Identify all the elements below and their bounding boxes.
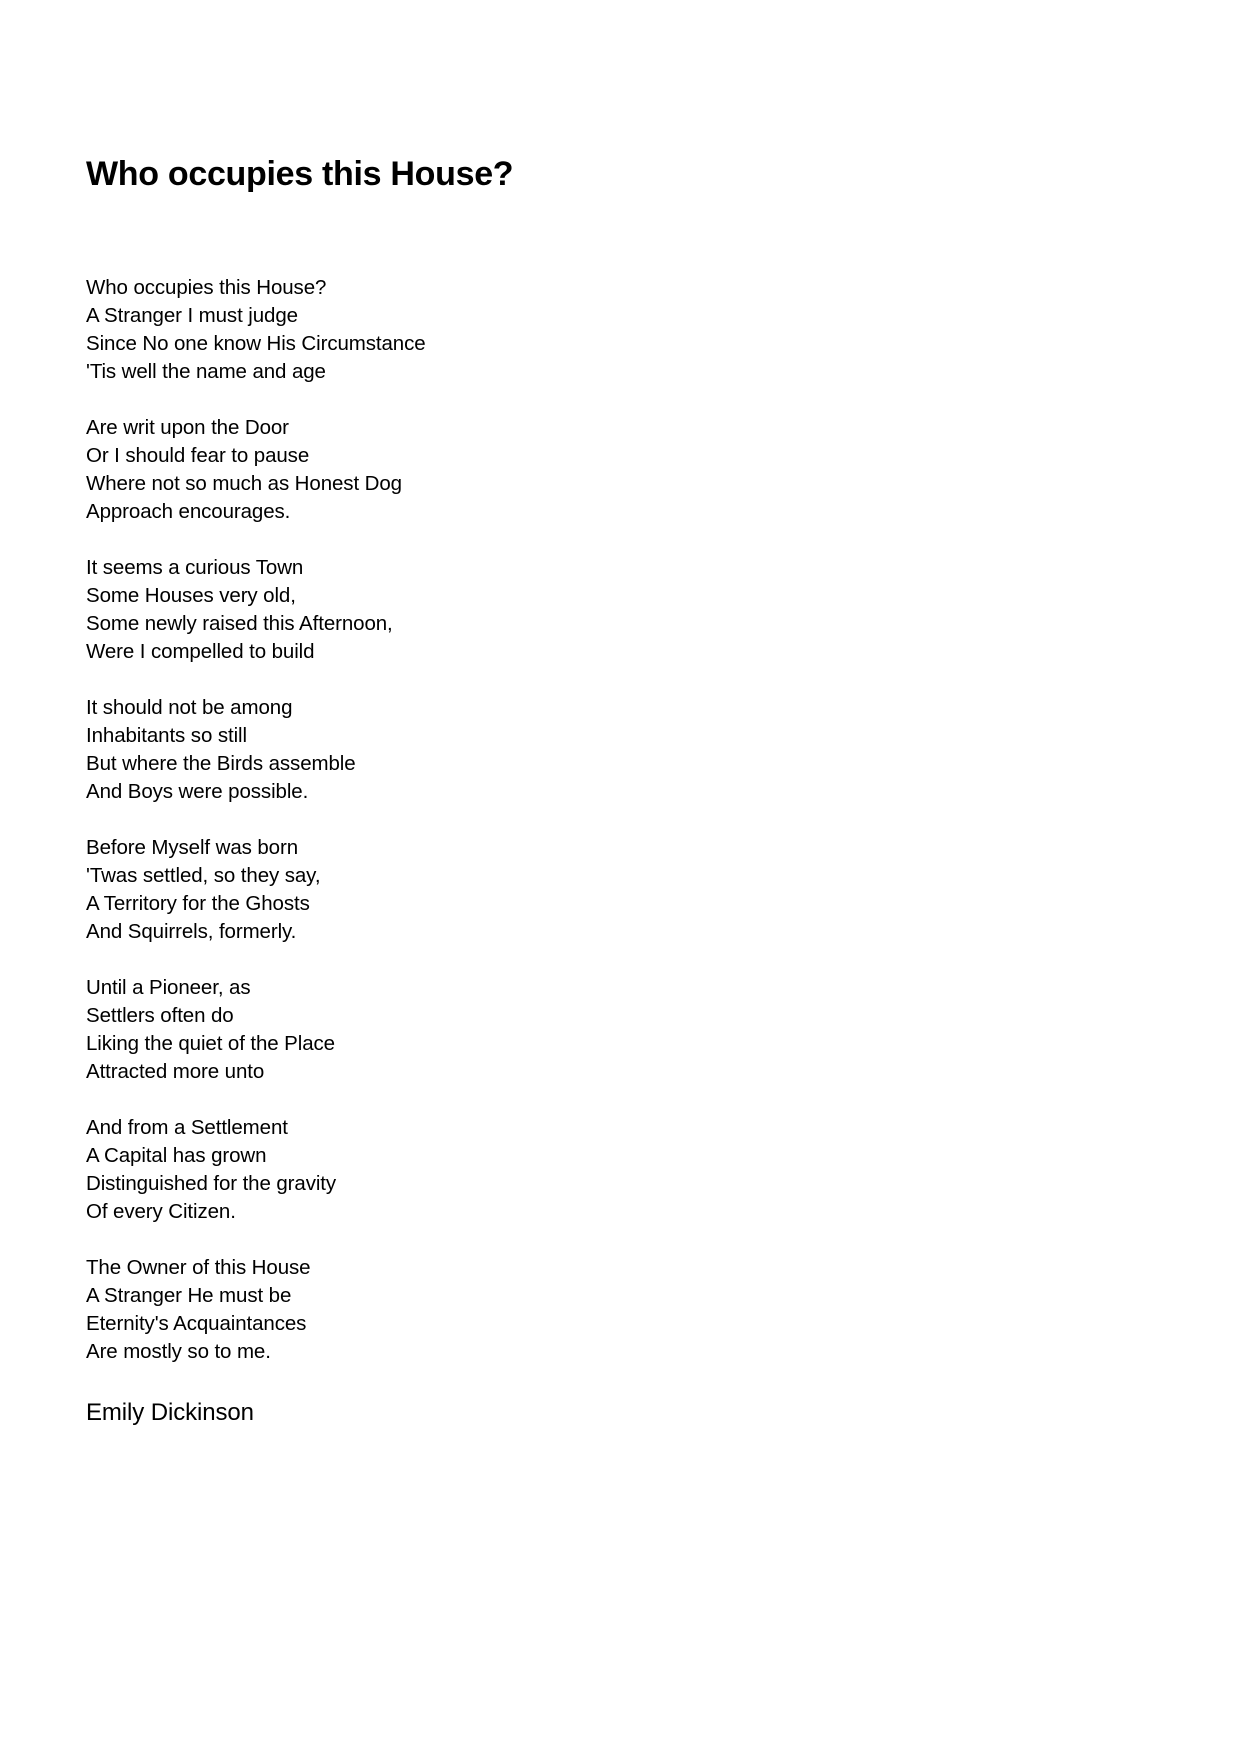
stanza [86,694,786,806]
poem-line: A Capital has grown [86,1144,267,1167]
stanza [86,1254,786,1366]
poem-line: Were I compelled to build [86,640,315,663]
poem-line: 'Twas settled, so they say, [86,864,321,887]
poem-line: Are mostly so to me. [86,1340,271,1363]
poem-line: It seems a curious Town [86,556,304,579]
stanza [86,974,786,1086]
poem-line: But where the Birds assemble [86,752,356,775]
poem-line: Eternity's Acquaintances [86,1312,307,1335]
poem-line: A Territory for the Ghosts [86,892,310,915]
poem-line: Where not so much as Honest Dog [86,472,402,495]
stanza [86,274,786,386]
poem-line: Or I should fear to pause [86,444,310,467]
stanza [86,834,786,946]
poem-line: The Owner of this House [86,1256,311,1279]
poem-line: Some newly raised this Afternoon, [86,612,393,635]
poem-line: Until a Pioneer, as [86,976,251,999]
poem-line: It should not be among [86,696,293,719]
poem-line: Some Houses very old, [86,584,296,607]
poem-line: 'Tis well the name and age [86,360,326,383]
poem-line: Distinguished for the gravity [86,1172,337,1195]
poem-body [86,274,786,1394]
poem-line: Liking the quiet of the Place [86,1032,335,1055]
stanza [86,1114,786,1226]
poem-line: Settlers often do [86,1004,234,1027]
poem-line: A Stranger I must judge [86,304,298,327]
poem-line: Approach encourages. [86,500,291,523]
poem-line: Are writ upon the Door [86,416,289,439]
poem-line: Who occupies this House? [86,276,327,299]
poem-author: Emily Dickinson [86,1399,254,1426]
stanza [86,554,786,666]
poem-line: Before Myself was born [86,836,298,859]
poem-line: And Squirrels, formerly. [86,920,297,943]
poem-line: Of every Citizen. [86,1200,236,1223]
stanza [86,414,786,526]
poem-line: And Boys were possible. [86,780,309,803]
poem-title: Who occupies this House? [86,155,514,193]
poem-line: A Stranger He must be [86,1284,292,1307]
poem-line: Since No one know His Circumstance [86,332,426,355]
poem-line: Inhabitants so still [86,724,247,747]
poem-line: And from a Settlement [86,1116,288,1139]
poem-line: Attracted more unto [86,1060,265,1083]
